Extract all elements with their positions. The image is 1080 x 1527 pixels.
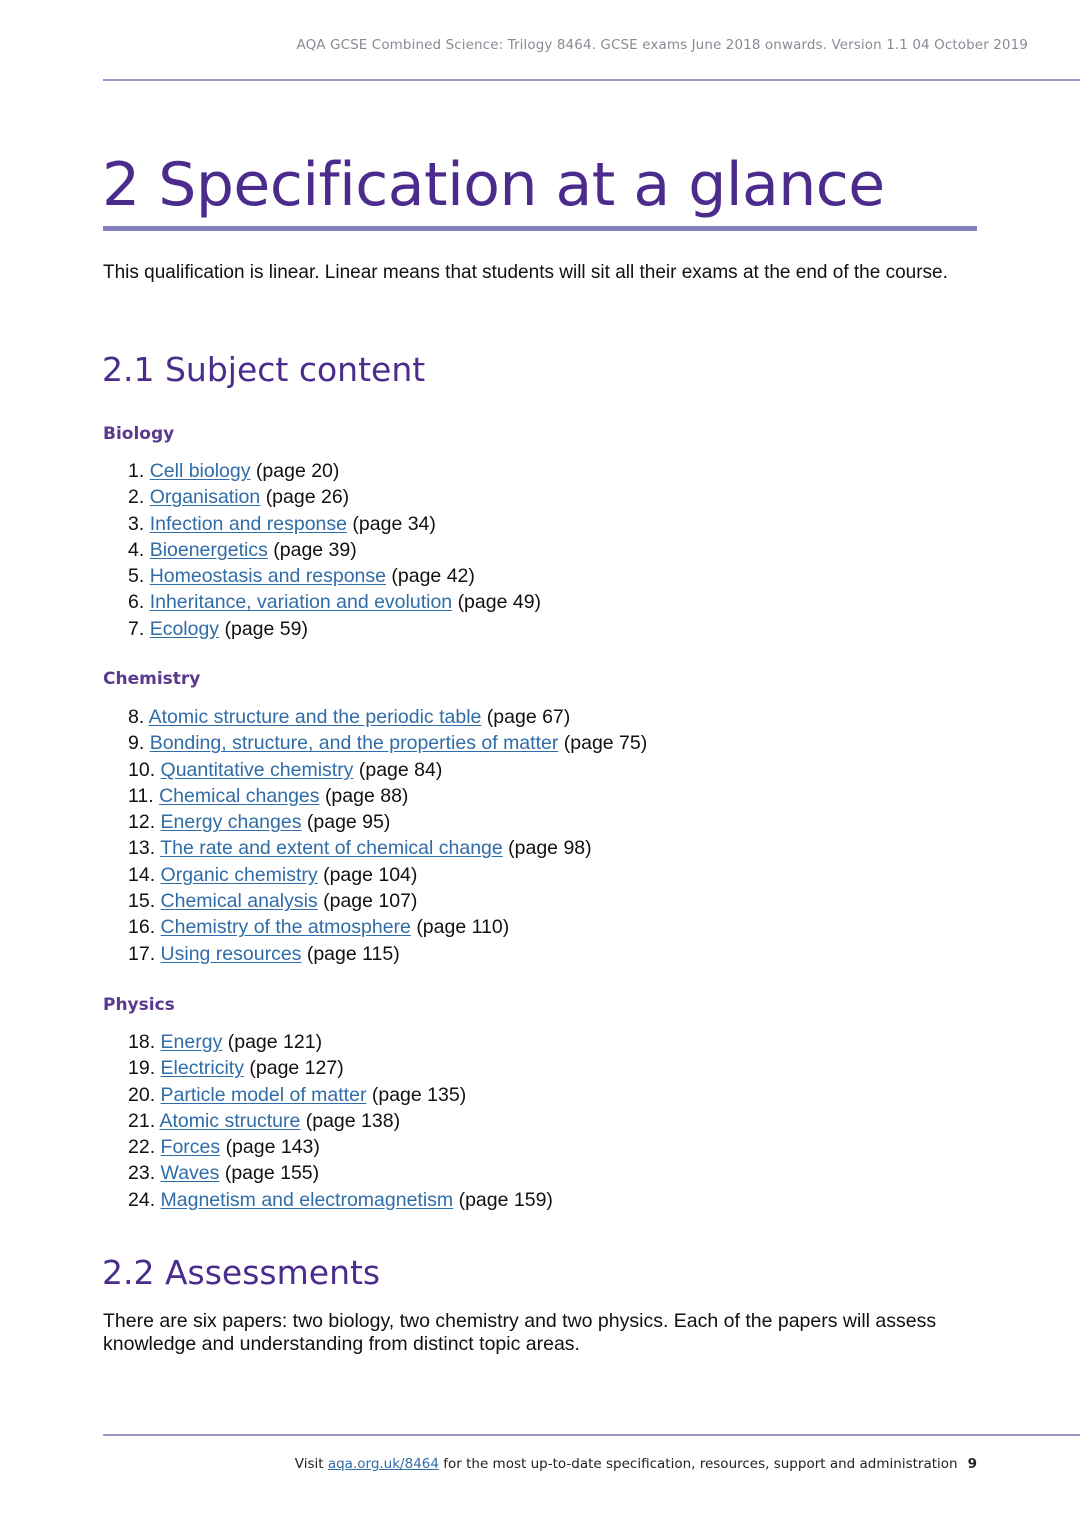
item-number: 7. (128, 617, 145, 640)
topic-link-chemical-analysis[interactable]: Chemical analysis (160, 890, 318, 913)
item-number: 23. (128, 1162, 156, 1185)
list-item (128, 730, 647, 756)
item-number: 10. (128, 758, 156, 781)
list-item (128, 1134, 553, 1160)
item-number: 14. (128, 863, 156, 886)
item-number: 13. (128, 837, 156, 860)
page-ref: (page 115) (306, 942, 400, 965)
footer (295, 1456, 977, 1472)
item-number: 9. (128, 732, 145, 755)
footer-suffix: for the most up-to-date specification, resources, support and administration (438, 1456, 958, 1472)
list-item (128, 862, 647, 888)
page-ref: (page 84) (358, 758, 443, 781)
topic-link-infection-and-response[interactable]: Infection and response (149, 512, 347, 535)
topic-link-energy[interactable]: Energy (160, 1031, 223, 1053)
title-rule (103, 226, 977, 231)
topic-link-bonding-structure-properties[interactable]: Bonding, structure, and the properties of matter (149, 732, 559, 755)
topic-link-chemistry-of-atmosphere[interactable]: Chemistry of the atmosphere (160, 916, 411, 939)
list-item (128, 616, 541, 642)
page-ref: (page 110) (416, 916, 510, 939)
page-ref: (page 135) (371, 1083, 467, 1106)
list-item (128, 809, 647, 835)
section-heading-assessments: 2.2 Assessments (102, 1253, 381, 1292)
list-item (128, 757, 647, 783)
page-ref: (page 26) (265, 486, 350, 509)
page-ref: (page 34) (352, 512, 436, 535)
page-ref: (page 138) (305, 1109, 401, 1132)
list-item (128, 1108, 553, 1134)
item-number: 20. (128, 1083, 156, 1106)
page-ref: (page 88) (324, 784, 409, 807)
item-number: 4. (128, 538, 145, 561)
list-item (128, 783, 647, 809)
page-ref: (page 104) (323, 863, 418, 886)
running-header: AQA GCSE Combined Science: Trilogy 8464. GCSE exams June 2018 onwards. Version 1.1 04 October 2019 (296, 37, 1028, 53)
list-item (128, 484, 541, 510)
topic-link-inheritance-variation-evolution[interactable]: Inheritance, variation and evolution (149, 591, 453, 614)
topic-link-chemical-changes[interactable]: Chemical changes (159, 784, 320, 807)
item-number: 17. (128, 942, 156, 965)
item-number: 22. (128, 1136, 156, 1159)
item-number: 1. (128, 460, 145, 482)
list-item (128, 941, 647, 967)
list-item (128, 563, 541, 589)
item-number: 2. (128, 486, 145, 509)
list-item (128, 704, 647, 730)
item-number: 11. (128, 784, 154, 807)
item-number: 12. (128, 811, 156, 834)
topic-link-cell-biology[interactable]: Cell biology (149, 460, 251, 482)
item-number: 5. (128, 565, 145, 588)
page-ref: (page 143) (225, 1136, 320, 1159)
topic-link-bioenergetics[interactable]: Bioenergetics (149, 538, 268, 561)
topic-link-waves[interactable]: Waves (160, 1162, 220, 1185)
biology-topic-list (128, 458, 541, 642)
page-ref: (page 121) (227, 1031, 323, 1053)
topic-link-quantitative-chemistry[interactable]: Quantitative chemistry (160, 758, 354, 781)
list-item (128, 888, 647, 914)
chemistry-topic-list (128, 704, 647, 967)
list-item (128, 835, 647, 861)
page-ref: (page 95) (306, 811, 391, 834)
page-ref: (page 127) (249, 1057, 344, 1080)
page-ref: (page 107) (323, 890, 418, 913)
topic-link-atomic-structure[interactable]: Atomic structure (159, 1109, 301, 1132)
group-heading-physics: Physics (103, 995, 175, 1015)
page-ref: (page 75) (563, 732, 648, 755)
item-number: 6. (128, 591, 145, 614)
topic-link-ecology[interactable]: Ecology (149, 617, 220, 640)
list-item (128, 1029, 553, 1055)
item-number: 21. (128, 1109, 156, 1132)
list-item (128, 537, 541, 563)
topic-link-energy-changes[interactable]: Energy changes (160, 811, 302, 834)
topic-link-homeostasis-and-response[interactable]: Homeostasis and response (149, 565, 386, 588)
list-item (128, 1055, 553, 1081)
list-item (128, 589, 541, 615)
topic-link-atomic-structure-periodic-table[interactable]: Atomic structure and the periodic table (148, 706, 482, 728)
footer-link-aqa[interactable]: aqa.org.uk/8464 (327, 1456, 439, 1472)
header-rule (103, 79, 1080, 81)
list-item (128, 1082, 553, 1108)
page-ref: (page 49) (457, 591, 542, 614)
physics-topic-list (128, 1029, 553, 1213)
group-heading-chemistry: Chemistry (103, 669, 201, 689)
page-ref: (page 155) (224, 1162, 320, 1185)
topic-link-organisation[interactable]: Organisation (149, 486, 261, 509)
group-heading-biology: Biology (103, 424, 175, 444)
item-number: 24. (128, 1188, 156, 1211)
topic-link-organic-chemistry[interactable]: Organic chemistry (160, 863, 318, 886)
list-item (128, 1187, 553, 1213)
topic-link-rate-and-extent[interactable]: The rate and extent of chemical change (160, 837, 503, 860)
page-ref: (page 39) (273, 538, 357, 561)
list-item (128, 1160, 553, 1186)
page-ref: (page 67) (486, 706, 571, 728)
topic-link-using-resources[interactable]: Using resources (160, 942, 302, 965)
item-number: 15. (128, 890, 156, 913)
footer-prefix: Visit (294, 1456, 328, 1472)
footer-rule (103, 1434, 1080, 1436)
item-number: 8. (128, 706, 145, 728)
topic-link-particle-model[interactable]: Particle model of matter (160, 1083, 367, 1106)
item-number: 3. (128, 512, 145, 535)
page-number: 9 (967, 1456, 977, 1472)
list-item (128, 511, 541, 537)
item-number: 18. (128, 1031, 156, 1053)
topic-link-electricity[interactable]: Electricity (160, 1057, 244, 1080)
topic-link-magnetism[interactable]: Magnetism and electromagnetism (160, 1188, 454, 1211)
page-ref: (page 98) (508, 837, 592, 860)
page-ref: (page 42) (391, 565, 475, 588)
item-number: 16. (128, 916, 156, 939)
topic-link-forces[interactable]: Forces (160, 1136, 221, 1159)
list-item (128, 914, 647, 940)
section-heading-subject-content: 2.1 Subject content (102, 350, 426, 389)
assessments-paragraph: There are six papers: two biology, two chemistry and two physics. Each of the papers will assess knowledge and understanding from distinct topic areas. (103, 1310, 937, 1355)
intro-paragraph: This qualification is linear. Linear means that students will sit all their exams at the end of the course. (103, 262, 948, 283)
page-ref: (page 159) (458, 1188, 553, 1211)
item-number: 19. (128, 1057, 156, 1080)
list-item (128, 458, 541, 484)
page-ref: (page 59) (224, 617, 308, 640)
page-title: 2 Specification at a glance (102, 150, 885, 220)
page-ref: (page 20) (255, 460, 340, 482)
